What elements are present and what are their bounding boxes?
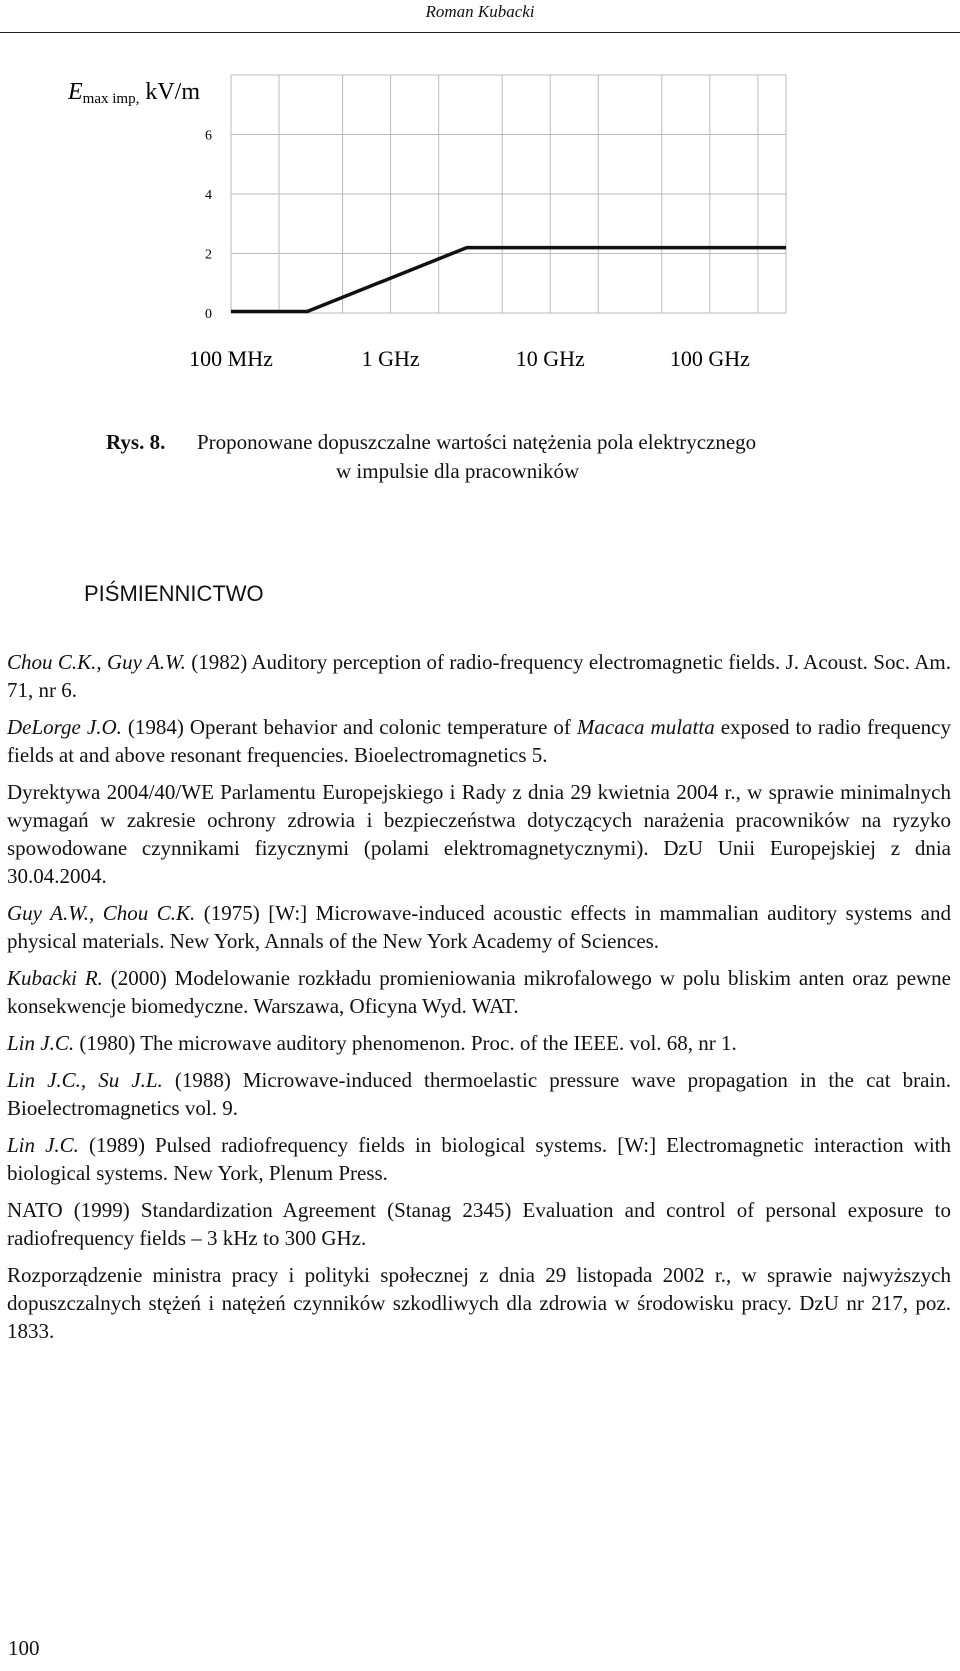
reference-text: (1975) [W:] Microwave-induced acoustic effects in mammalian auditory systems and physical materials. New York, Annals of the New York Academy of Sciences. (7, 901, 951, 953)
reference-text: (2000) Modelowanie rozkładu promieniowania mikrofalowego w polu bliskim anten oraz pewne konsekwencje biomedyczne. Warszawa, Oficyna Wyd. WAT. (7, 966, 951, 1018)
y-axis-title: Emax imp, kV/m (68, 79, 201, 107)
reference-text: (1984) Operant behavior and colonic temperature of (121, 715, 577, 739)
reference-text-continued: exposed to radio frequency fields at and above resonant frequencies. Bioelectromagnetics 5. (7, 715, 951, 767)
reference-authors: Chou C.K., Guy A.W. (7, 650, 186, 674)
y-tick-label: 4 (205, 188, 212, 203)
reference-authors: Lin J.C. (7, 1133, 79, 1157)
caption-line-2: w impulsie dla pracowników (336, 459, 580, 483)
reference-text: NATO (1999) Standardization Agreement (Stanag 2345) Evaluation and control of personal exposure to radiofrequency fields – 3 kHz to 300 GHz. (7, 1198, 951, 1250)
y-tick-label: 6 (205, 128, 212, 144)
reference-text: Dyrektywa 2004/40/WE Parlamentu Europejskiego i Rady z dnia 29 kwietnia 2004 r., w sprawie minimalnych wymagań w zakresie ochrony zdrowia i bezpieczeństwa dotyczących narażenia pracowników na ryzyko spowodowane czynnikami fizycznymi (polami elektromagnetycznymi). DzU Unii Europejskiej z dnia 30.04.2004. (7, 780, 951, 888)
reference-item (7, 1196, 951, 1252)
running-header (0, 0, 960, 33)
reference-item (7, 778, 951, 890)
x-tick-label: 10 GHz (515, 346, 585, 371)
page-number: 100 (8, 1636, 40, 1660)
y-tick-label: 2 (205, 247, 212, 263)
reference-item (7, 899, 951, 955)
reference-authors: Kubacki R. (7, 966, 103, 990)
x-tick-label: 100 MHz (189, 346, 273, 371)
x-tick-label: 1 GHz (361, 346, 420, 371)
reference-item (7, 1131, 951, 1187)
reference-item (7, 648, 951, 704)
reference-text: (1980) The microwave auditory phenomenon. Proc. of the IEEE. vol. 68, nr 1. (74, 1031, 737, 1055)
series-line (231, 248, 786, 312)
reference-item (7, 1066, 951, 1122)
references-list (7, 648, 951, 1354)
reference-species: Macaca mulatta (576, 715, 715, 739)
y-tick-label: 0 (205, 307, 212, 322)
x-tick-label: 100 GHz (669, 346, 750, 371)
section-heading: PIŚMIENNICTWO (84, 581, 264, 606)
reference-text: Rozporządzenie ministra pracy i polityki społecznej z dnia 29 listopada 2002 r., w sprawie najwyższych dopuszczalnych stężeń i natężeń czynników szkodliwych dla zdrowia w środowisku pracy. DzU nr 217, poz. 1833. (7, 1263, 951, 1343)
reference-item (7, 1029, 951, 1057)
reference-item (7, 713, 951, 769)
reference-item (7, 964, 951, 1020)
caption-label: Rys. 8. (106, 430, 166, 454)
reference-authors: Guy A.W., Chou C.K. (7, 901, 196, 925)
chart (0, 60, 960, 390)
reference-item (7, 1261, 951, 1345)
reference-text: (1988) Microwave-induced thermoelastic pressure wave propagation in the cat brain. Bioelectromagnetics vol. 9. (7, 1068, 951, 1120)
reference-text: (1989) Pulsed radiofrequency fields in biological systems. [W:] Electromagnetic interaction with biological systems. New York, Plenum Press. (7, 1133, 951, 1185)
reference-text: (1982) Auditory perception of radio-frequency electromagnetic fields. J. Acoust. Soc. Am. 71, nr 6. (7, 650, 951, 702)
reference-authors: Lin J.C., Su J.L. (7, 1068, 163, 1092)
reference-authors: DeLorge J.O. (7, 715, 122, 739)
caption-line-1: Proponowane dopuszczalne wartości natężenia pola elektrycznego (197, 430, 757, 454)
header-author: Roman Kubacki (425, 2, 535, 21)
reference-authors: Lin J.C. (7, 1031, 75, 1055)
